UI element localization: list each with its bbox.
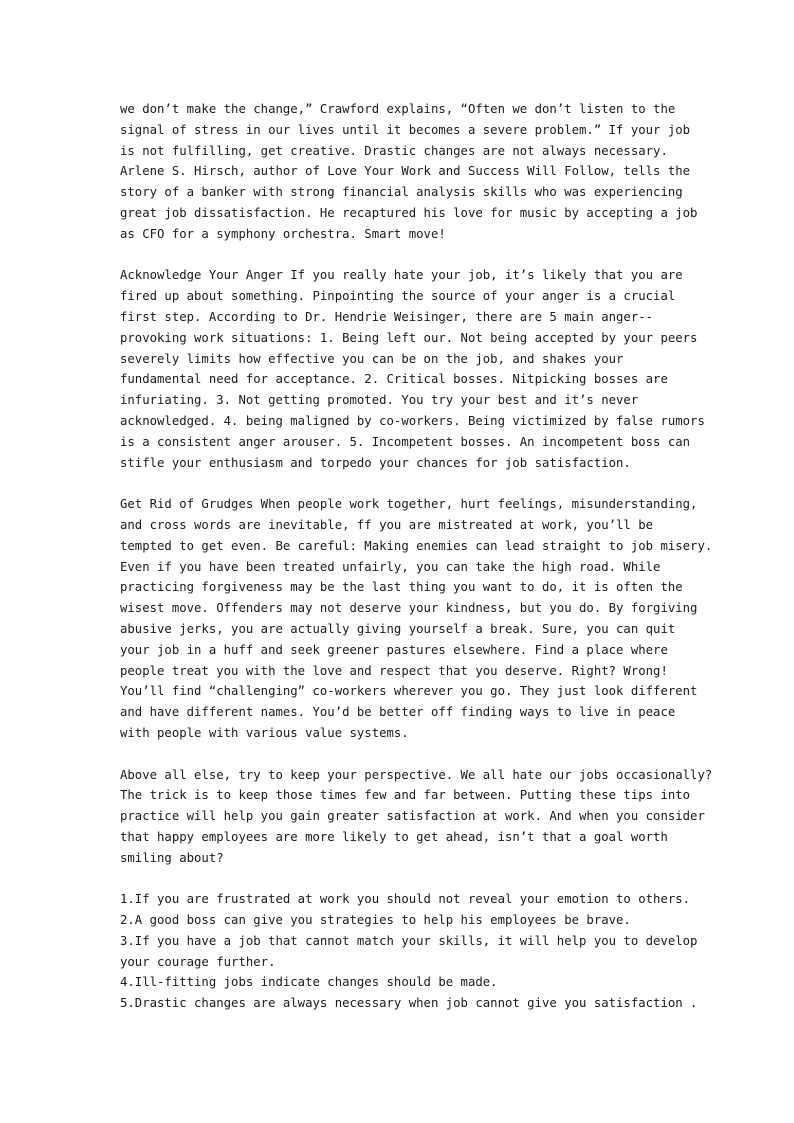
- question-item: 2.A good boss can give you strategies to help his employees be brave.: [120, 913, 631, 928]
- text-line: signal of stress in our lives until it becomes a severe problem.” If your job: [120, 122, 691, 137]
- text-line: fired up about something. Pinpointing the source of your anger is a crucial: [120, 289, 676, 304]
- text-line: Even if you have been treated unfairly, you can take the high road. While: [120, 559, 661, 574]
- question-item: your courage further.: [120, 954, 276, 969]
- text-line: You’ll find “challenging” co-workers wherever you go. They just look different: [120, 684, 698, 699]
- text-line: as CFO for a symphony orchestra. Smart move!: [120, 226, 446, 241]
- text-line: fundamental need for acceptance. 2. Critical bosses. Nitpicking bosses are: [120, 372, 668, 387]
- question-item: 3.If you have a job that cannot match your skills, it will help you to develop: [120, 933, 698, 948]
- question-item: 5.Drastic changes are always necessary when job cannot give you satisfaction .: [120, 996, 698, 1011]
- text-line: The trick is to keep those times few and far between. Putting these tips into: [120, 788, 691, 803]
- paragraph-perspective: [120, 765, 713, 869]
- text-line: Arlene S. Hirsch, author of Love Your Work and Success Will Follow, tells the: [120, 164, 691, 179]
- text-line: with people with various value systems.: [120, 725, 409, 740]
- document-page: [120, 99, 713, 1014]
- text-line: your job in a huff and seek greener pastures elsewhere. Find a place where: [120, 642, 668, 657]
- text-line: and have different names. You’d be better off finding ways to live in peace: [120, 705, 676, 720]
- paragraph-get-rid-of-grudges: [120, 494, 713, 744]
- text-line: we don’t make the change,” Crawford explains, “Often we don’t listen to the: [120, 102, 676, 116]
- question-item: 1.If you are frustrated at work you should not reveal your emotion to others.: [120, 892, 691, 907]
- paragraph-acknowledge-anger: [120, 265, 705, 473]
- text-line: severely limits how effective you can be on the job, and shakes your: [120, 351, 624, 366]
- text-line: Acknowledge Your Anger If you really hate your job, it’s likely that you are: [120, 268, 683, 283]
- paragraph-1: [120, 99, 698, 245]
- text-line: people treat you with the love and respect that you deserve. Right? Wrong!: [120, 663, 668, 678]
- text-line: practice will help you gain greater satisfaction at work. And when you consider: [120, 809, 705, 824]
- text-line: is a consistent anger arouser. 5. Incompetent bosses. An incompetent boss can: [120, 434, 691, 449]
- text-line: practicing forgiveness may be the last thing you want to do, it is often the: [120, 580, 683, 595]
- text-line: infuriating. 3. Not getting promoted. You try your best and it’s never: [120, 393, 639, 408]
- text-line: Get Rid of Grudges When people work together, hurt feelings, misunderstanding,: [120, 497, 698, 512]
- question-item: 4.Ill-fitting jobs indicate changes should be made.: [120, 975, 498, 990]
- text-line: story of a banker with strong financial analysis skills who was experiencing: [120, 185, 683, 200]
- text-line: great job dissatisfaction. He recaptured his love for music by accepting a job: [120, 205, 698, 220]
- text-line: abusive jerks, you are actually giving yourself a break. Sure, you can quit: [120, 621, 676, 636]
- text-line: is not fulfilling, get creative. Drastic changes are not always necessary.: [120, 143, 668, 158]
- text-line: tempted to get even. Be careful: Making enemies can lead straight to job misery.: [120, 538, 713, 553]
- text-line: first step. According to Dr. Hendrie Weisinger, there are 5 main anger--: [120, 309, 654, 324]
- text-line: and cross words are inevitable, ff you are mistreated at work, you’ll be: [120, 517, 654, 532]
- text-line: acknowledged. 4. being maligned by co-workers. Being victimized by false rumors: [120, 413, 705, 428]
- text-line: provoking work situations: 1. Being left our. Not being accepted by your peers: [120, 330, 698, 345]
- text-line: stifle your enthusiasm and torpedo your chances for job satisfaction.: [120, 455, 631, 470]
- text-line: smiling about?: [120, 850, 224, 865]
- text-line: Above all else, try to keep your perspective. We all hate our jobs occasionally?: [120, 767, 713, 782]
- text-line: wisest move. Offenders may not deserve your kindness, but you do. By forgiving: [120, 601, 698, 616]
- question-list: [120, 889, 698, 1014]
- text-line: that happy employees are more likely to get ahead, isn’t that a goal worth: [120, 829, 668, 844]
